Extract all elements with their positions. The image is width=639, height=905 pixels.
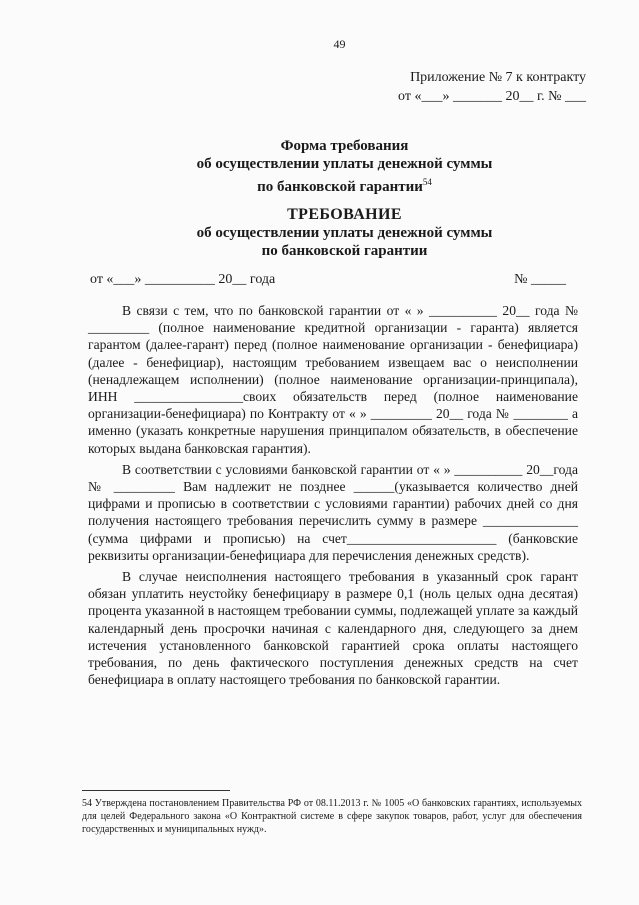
- appendix-line-1: Приложение № 7 к контракту: [410, 70, 586, 85]
- demand-number: № _____: [514, 272, 566, 287]
- demand-title: [0, 206, 639, 260]
- footnote: 54 Утверждена постановлением Правительства РФ от 08.11.2013 г. № 1005 «О банковских гарантиях, используемых для целей Федерального закона «О Контрактной системе в сфере закупок товаров, работ, услуг для обеспечения государственных и муниципальных нужд».: [82, 798, 582, 835]
- paragraph-2: В соответствии с условиями банковской гарантии от « » __________ 20__года № _________ Вам надлежит не позднее ______(указывается количество дней цифрами и прописью в соответствии с условиями гарантии) рабочих дней со дня получения настоящего требования перечислить сумму в размере ______________ (сумма цифрами и прописью) на счет______________________ (банковские реквизиты организации-бенефициара для перечисления денежных средств).: [88, 461, 578, 563]
- demand-date: от «___» __________ 20__ года: [90, 272, 276, 287]
- paragraph-1: В связи с тем, что по банковской гарантии от « » __________ 20__ года № _________ (полное наименование кредитной организации - гаранта) является гарантом (далее-гарант) перед (полное наименование организации - бенефициара) (далее - бенефициар), настоящим требованием извещаем вас о неисполнении (ненадлежащем исполнении) (полное наименование организации-принципала), ИНН ________________своих обязательств перед (полное наименование организации-бенефициара) по Контракту от « » _________ 20__ года № ________ а именно (указать конкретные нарушения принципалом обязательств, в обеспечение которых выдана банковская гарантия).: [88, 303, 578, 456]
- demand-title-line-1: ТРЕБОВАНИЕ: [287, 206, 402, 223]
- form-title-line-1: Форма требования: [280, 138, 409, 154]
- form-title: [0, 137, 639, 196]
- appendix-line-2: от «___» _______ 20__ г. № ___: [398, 89, 586, 104]
- paragraph-3: В случае неисполнения настоящего требования в указанный срок гарант обязан уплатить неустойку бенефициару в размере 0,1 (ноль целых одна десятая) процента указанной в настоящем требовании суммы, подлежащей уплате за каждый календарный день просрочки начиная с календарного дня, следующего за днем истечения установленного банковской гарантией срока оплаты настоящего требования, по день фактического поступления денежных средств на счет бенефициара в оплату настоящего требования по банковской гарантии.: [88, 569, 578, 688]
- page-number: 49: [333, 37, 346, 51]
- footnote-mark: 54: [422, 177, 432, 187]
- footnote-divider: [82, 790, 230, 791]
- form-title-line-3-text: по банковской гарантии: [257, 179, 423, 195]
- demand-body: [88, 302, 578, 692]
- demand-title-line-3: по банковской гарантии: [261, 243, 428, 259]
- form-title-line-3: [50, 173, 639, 196]
- appendix-header: [398, 68, 586, 106]
- demand-title-line-2: об осуществлении уплаты денежной суммы: [196, 225, 493, 241]
- form-title-line-2: об осуществлении уплаты денежной суммы: [196, 156, 493, 172]
